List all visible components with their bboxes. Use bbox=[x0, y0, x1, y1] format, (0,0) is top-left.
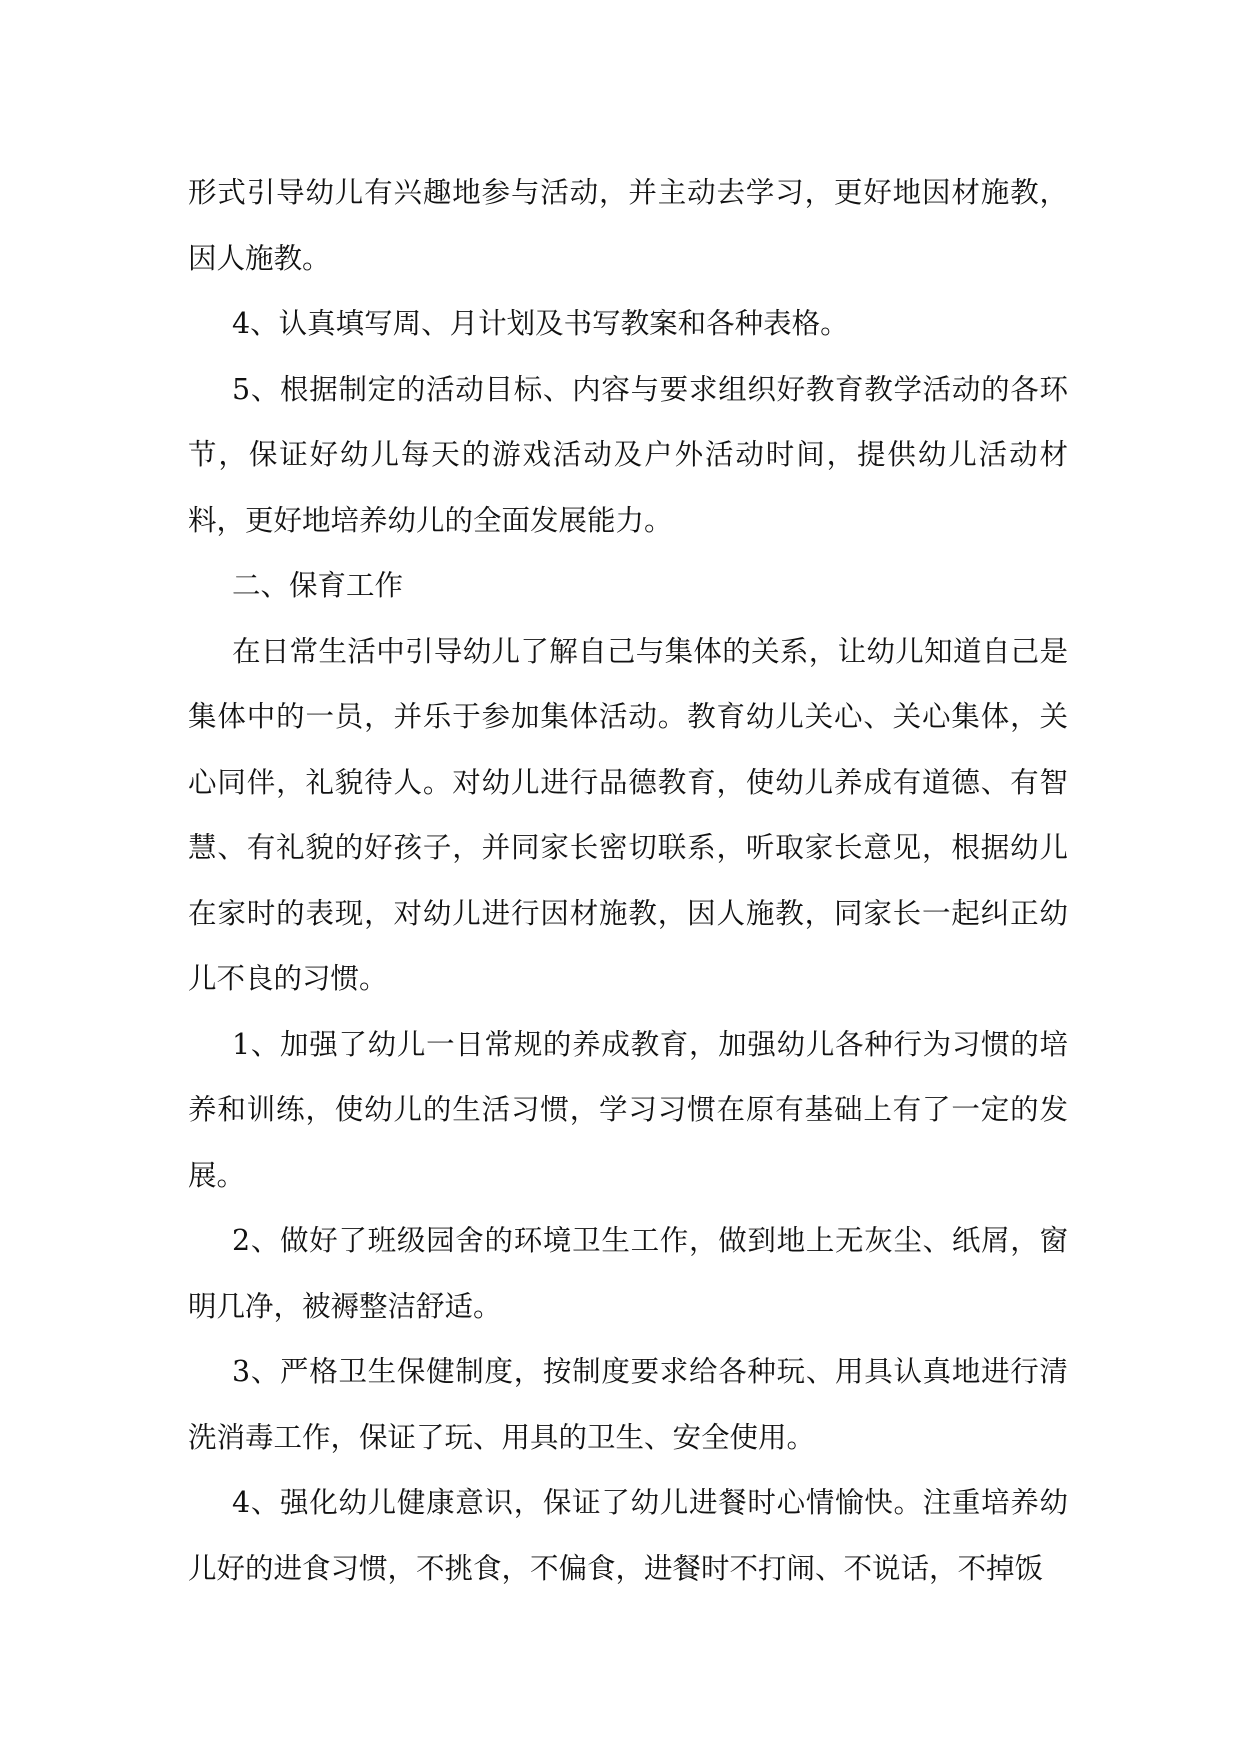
document-body bbox=[188, 160, 1068, 1601]
paragraph-item-3: 3、严格卫生保健制度，按制度要求给各种玩、用具认真地进行清洗消毒工作，保证了玩、用具的卫生、安全使用。 bbox=[188, 1355, 1068, 1454]
paragraph-item-2: 2、做好了班级园舍的环境卫生工作，做到地上无灰尘、纸屑，窗明几净，被褥整洁舒适。 bbox=[188, 1224, 1068, 1323]
section-heading: 二、保育工作 bbox=[232, 569, 404, 602]
paragraph-intro: 在日常生活中引导幼儿了解自己与集体的关系，让幼儿知道自己是集体中的一员，并乐于参加集体活动。教育幼儿关心、关心集体，关心同伴，礼貌待人。对幼儿进行品德教育，使幼儿养成有道德、有智慧、有礼貌的好孩子，并同家长密切联系，听取家长意见，根据幼儿在家时的表现，对幼儿进行因材施教，因人施教，同家长一起纠正幼儿不良的习惯。 bbox=[188, 634, 1068, 995]
paragraph-item-4b: 4、强化幼儿健康意识，保证了幼儿进餐时心情愉快。注重培养幼儿好的进食习惯，不挑食，不偏食，进餐时不打闹、不说话，不掉饭 bbox=[188, 1486, 1068, 1585]
paragraph-continued: 形式引导幼儿有兴趣地参与活动，并主动去学习，更好地因材施教，因人施教。 bbox=[188, 176, 1068, 275]
paragraph-item-5: 5、根据制定的活动目标、内容与要求组织好教育教学活动的各环节，保证好幼儿每天的游戏活动及户外活动时间，提供幼儿活动材料，更好地培养幼儿的全面发展能力。 bbox=[188, 372, 1068, 537]
paragraph-item-1: 1、加强了幼儿一日常规的养成教育，加强幼儿各种行为习惯的培养和训练，使幼儿的生活习惯，学习习惯在原有基础上有了一定的发展。 bbox=[188, 1027, 1068, 1192]
paragraph-item-4: 4、认真填写周、月计划及书写教案和各种表格。 bbox=[232, 307, 849, 340]
